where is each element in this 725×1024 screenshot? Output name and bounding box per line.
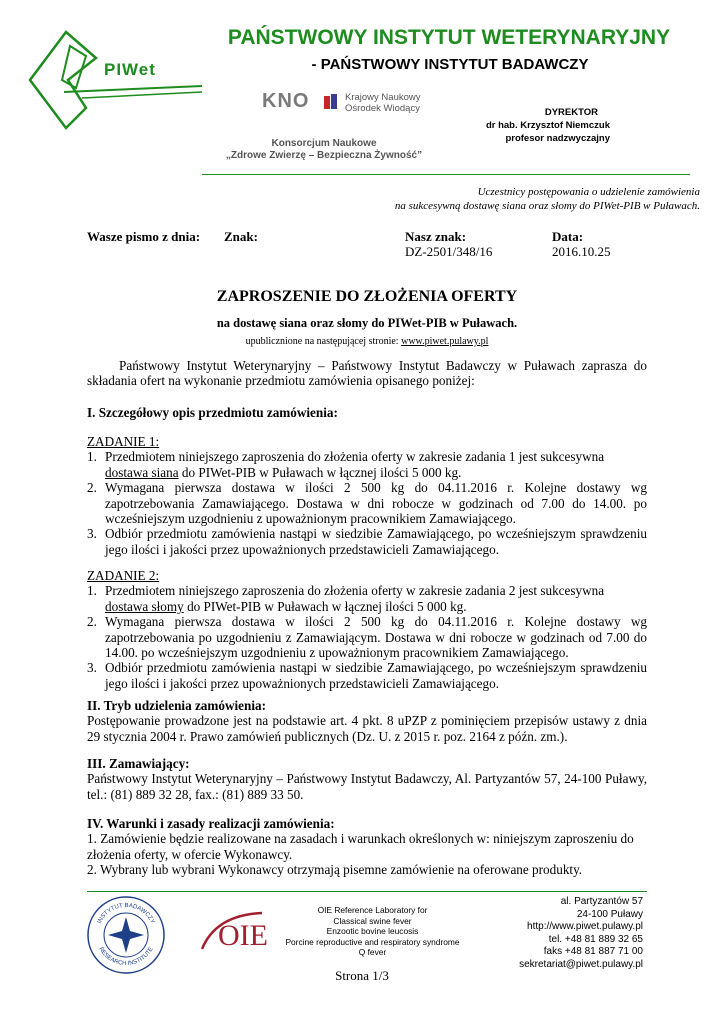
task2-item1-text: Przedmiotem niniejszego zaproszenia do złożenia oferty w zakresie zadania 2 jest sukcesywna [105, 583, 605, 599]
oie-logo-text: OIE [218, 919, 268, 952]
seal-text-bottom: RESEARCH INSTITUTE [97, 946, 155, 968]
task1-item1-rest: do PIWet-PIB w Puławach w łącznej ilości 5 000 kg. [178, 464, 462, 480]
piwet-logo-icon [26, 28, 206, 133]
consortium-line2: „Zdrowe Zwierzę – Bezpieczna Żywność” [225, 150, 423, 161]
task2-item2-text: Wymagana pierwsza dostawa w ilości 2 500 kg do 04.11.2016 r. Kolejne dostawy wg zapotrzebowania po uzgodnieniu z Zamawiającym. Dostawa w dni robocze w godzinach od 7.00 do 14.00. po wcześniejszym uzgodnieniu z upoważnionym pracownikiem Zamawiającego. [105, 614, 647, 661]
institute-subtitle: - PAŃSTWOWY INSTYTUT BADAWCZY [311, 56, 589, 73]
recipients [395, 185, 700, 213]
sign-label: Znak: [224, 229, 258, 244]
section1-heading: I. Szczegółowy opis przedmiotu zamówienia: [87, 405, 338, 420]
published-prefix: upublicznione na następującej stronie: [245, 336, 402, 347]
contact-email[interactable]: sekretariat@piwet.pulawy.pl [519, 958, 643, 970]
our-sign-value: DZ-2501/348/16 [405, 244, 493, 259]
task2-item3: 3. Odbiór przedmiotu zamówienia nastąpi w siedzibie Zamawiającego, po wcześniejszym sprawdzeniu jego ilości i jakości przez upoważnionych przedstawicieli Zamawiającego. [87, 660, 647, 691]
recipients-line2: na sukcesywną dostawę siana oraz słomy do PIWet-PIB w Puławach. [394, 200, 700, 212]
page-number: Strona 1/3 [335, 968, 389, 983]
section4-heading: IV. Warunki i zasady realizacji zamówienia: [87, 816, 335, 831]
institute-title: PAŃSTWOWY INSTYTUT WETERYNARYJNY [227, 26, 671, 49]
director-name: dr hab. Krzysztof Niemczuk [485, 120, 610, 131]
task2-item1: 1. Przedmiotem niniejszego zaproszenia do złożenia oferty w zakresie zadania 2 jest sukcesywna dostawa słomy do PIWet-PIB w Puławach w łącznej ilości 5 000 kg. [87, 583, 605, 614]
published-note [87, 336, 647, 347]
task2-item1-underlined: dostawa słomy [105, 598, 184, 614]
contact-block [519, 896, 643, 971]
oie-line: OIE Reference Laboratory for [317, 905, 428, 915]
date-value: 2016.10.25 [552, 244, 611, 259]
section2 [87, 698, 647, 744]
oie-line: Classical swine fever [333, 915, 412, 926]
oie-line: Enzootic bovine leucosis [326, 926, 419, 936]
task1-item3: 3. Odbiór przedmiotu zamówienia nastąpi w siedzibie Zamawiającego, po wcześniejszym sprawdzeniu jego ilości i jakości przez upoważnionych przedstawicieli Zamawiającego. [87, 526, 647, 557]
contact-website[interactable]: http://www.piwet.pulawy.pl [527, 921, 643, 932]
header-divider [202, 174, 690, 175]
task1-item2-text: Wymagana pierwsza dostawa w ilości 2 500 kg do 04.11.2016 r. Kolejne dostawy wg zapotrzebowania Zamawiającego. Dostawa w dni robocze w godzinach od 7.00 do 14.00. po wcześniejszym uzgodnieniu z upoważnionym pracownikiem Zamawiającego. [105, 480, 647, 527]
document-subtitle: na dostawę siana oraz słomy do PIWet-PIB w Puławach. [216, 316, 518, 330]
director-title: DYREKTOR [544, 107, 598, 118]
oie-logo-icon [196, 905, 286, 957]
logo-text: PIWet [104, 60, 156, 79]
kno-name [345, 92, 421, 114]
recipients-line1: Uczestnicy postępowania o udzielenie zamówienia [477, 186, 700, 198]
your-letter-label: Wasze pismo z dnia: [87, 229, 201, 244]
task1-item1-text: Przedmiotem niniejszego zaproszenia do złożenia oferty w zakresie zadania 1 jest sukcesywna [105, 449, 605, 465]
task2-heading: ZADANIE 2: [87, 568, 160, 583]
director-block [460, 106, 610, 145]
section4 [87, 816, 647, 878]
kno-name-line2: Ośrodek Wiodący [345, 103, 420, 114]
oie-reference [285, 905, 460, 958]
our-sign [405, 229, 492, 259]
intro-paragraph: Państwowy Instytut Weterynaryjny – Państwowy Instytut Badawczy w Puławach zaprasza do składania ofert na wykonanie przedmiotu zamówienia opisanego poniżej: [87, 358, 647, 389]
consortium [225, 138, 423, 162]
oie-logo [196, 905, 286, 957]
date-block [552, 229, 611, 259]
seal-icon [86, 895, 166, 975]
section3-text: Państwowy Instytut Weterynaryjny – Państwowy Instytut Badawczy, Al. Partyzantów 57, 24-100 Puławy, tel.: (81) 889 32 28, fax.: (81) 889 33 50. [87, 771, 647, 802]
contact-fax: faks +48 81 887 71 00 [543, 946, 643, 957]
task2-item1-rest: do PIWet-PIB w Puławach w łącznej ilości 5 000 kg. [183, 598, 467, 614]
task1-heading: ZADANIE 1: [87, 434, 160, 449]
published-link[interactable]: www.piwet.pulawy.pl [401, 336, 489, 347]
document-title: ZAPROSZENIE DO ZŁOŻENIA OFERTY [216, 288, 518, 305]
section2-text: Postępowanie prowadzone jest na podstawie art. 4 pkt. 8 uPZP z pominięciem przepisów ustawy z dnia 29 stycznia 2004 r. Prawo zamówień publicznych (Dz. U. z 2015 r. poz. 2164 z późn. zm.). [87, 713, 647, 744]
section3 [87, 756, 647, 802]
task1-item3-text: Odbiór przedmiotu zamówienia nastąpi w siedzibie Zamawiającego, po wcześniejszym sprawdzeniu jego ilości i jakości przez upoważnionych przedstawicieli Zamawiającego. [105, 526, 647, 557]
piwet-logo [26, 28, 206, 133]
date-label: Data: [552, 229, 584, 244]
contact-address: al. Partyzantów 57 [560, 896, 643, 907]
oie-line: Porcine reproductive and respiratory syndrome [285, 936, 460, 947]
footer-divider [87, 891, 647, 892]
task1-item1-underlined: dostawa siana [105, 464, 179, 480]
seal-text-top: INSTYTUT BADAWCZY [96, 902, 156, 925]
task2 [87, 568, 647, 691]
section3-heading: III. Zamawiający: [87, 756, 190, 771]
kno-name-line1: Krajowy Naukowy [345, 92, 421, 103]
task2-item2: 2. Wymagana pierwsza dostawa w ilości 2 500 kg do 04.11.2016 r. Kolejne dostawy wg zapotrzebowania po uzgodnieniu z Zamawiającym. Dostawa w dni robocze w godzinach od 7.00 do 14.00. po wcześniejszym uzgodnieniu z upoważnionym pracownikiem Zamawiającego. [87, 614, 647, 661]
director-rank: profesor nadzwyczajny [505, 133, 610, 144]
oie-line: Q fever [358, 947, 387, 957]
task1-item1: 1. Przedmiotem niniejszego zaproszenia do złożenia oferty w zakresie zadania 1 jest sukcesywna dostawa siana do PIWet-PIB w Puławach w łącznej ilości 5 000 kg. [87, 449, 605, 480]
our-sign-label: Nasz znak: [405, 229, 467, 244]
institute-seal [86, 895, 166, 975]
contact-phone: tel. +48 81 889 32 65 [548, 933, 643, 945]
section4-item2: 2. Wybrany lub wybrani Wykonawcy otrzymają pisemne zamówienie na oferowane produkty. [87, 862, 583, 878]
section4-item1: 1. Zamówienie będzie realizowane na zasadach i warunkach określonych w: niniejszym zaproszeniu do złożenia oferty, w ofercie Wykonawcy. [87, 831, 634, 862]
task2-item3-text: Odbiór przedmiotu zamówienia nastąpi w siedzibie Zamawiającego, po wcześniejszym sprawdzeniu jego ilości i jakości przez upoważnionych przedstawicieli Zamawiającego. [105, 660, 647, 691]
kno-logo: KNO [262, 90, 310, 112]
section2-heading: II. Tryb udzielenia zamówienia: [87, 698, 267, 713]
contact-city: 24-100 Puławy [576, 908, 643, 920]
consortium-line1: Konsorcjum Naukowe [271, 138, 377, 149]
kno-book-icon [324, 94, 338, 110]
task1-item2: 2. Wymagana pierwsza dostawa w ilości 2 500 kg do 04.11.2016 r. Kolejne dostawy wg zapotrzebowania Zamawiającego. Dostawa w dni robocze w godzinach od 7.00 do 14.00. po wcześniejszym uzgodnieniu z upoważnionym pracownikiem Zamawiającego. [87, 480, 647, 527]
task1 [87, 434, 647, 557]
